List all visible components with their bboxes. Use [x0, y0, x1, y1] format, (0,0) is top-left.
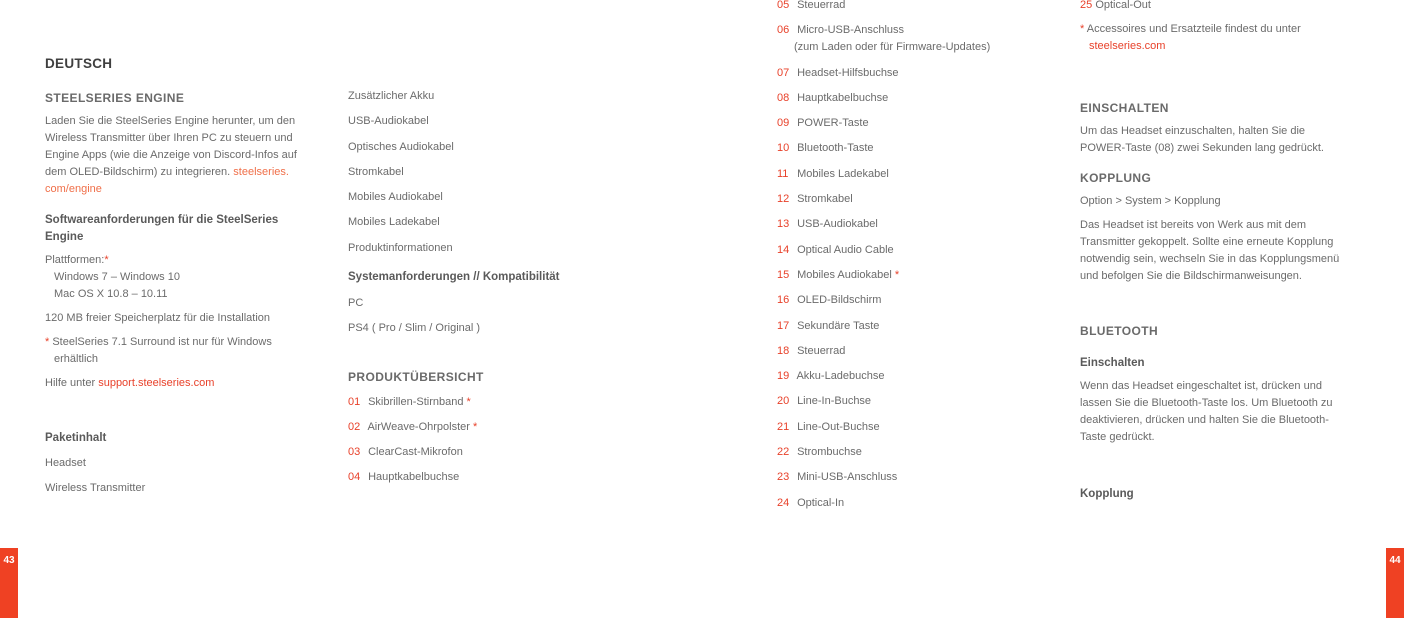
engine-text: Laden Sie die SteelSeries Engine herunter, um den Wireless Transmitter über Ihren PC zu steuern und Engine Apps (wie die Anzeige von Discord-Infos auf dem OLED-Bildschirm) zu integrieren. steelseries. com/engine	[45, 113, 325, 198]
package-item: Mobiles Ladekabel	[348, 216, 440, 229]
package-item: Optisches Audiokabel	[348, 140, 454, 153]
bluetooth-text: Wenn das Headset eingeschaltet ist, drücken und lassen Sie die Bluetooth-Taste los. Um Bluetooth zu deaktivieren, drücken und halten Sie die Bluetooth- Taste gedrückt.	[1080, 380, 1333, 443]
engine-link[interactable]: steelseries.	[233, 166, 289, 178]
bluetooth-heading: BLUETOOTH	[1080, 324, 1159, 338]
bluetooth-pairing-subheading: Kopplung	[1080, 488, 1134, 500]
overview-item: 06 Micro-USB-Anschluss (zum Laden oder für Firmware-Updates)	[777, 24, 991, 54]
package-heading: Paketinhalt	[45, 432, 107, 444]
storage-req: 120 MB freier Speicherplatz für die Installation	[45, 312, 271, 324]
overview-item: 20 Line-In-Buchse	[777, 395, 872, 408]
overview-item: 25 Optical-Out	[1080, 0, 1151, 11]
engine-link-cont[interactable]: com/engine	[45, 183, 102, 195]
compat-heading: Systemanforderungen // Kompatibilität	[348, 271, 560, 284]
package-item: Headset	[45, 457, 86, 469]
package-item: Wireless Transmitter	[45, 482, 146, 494]
package-item: Mobiles Audiokabel	[348, 191, 443, 204]
left-column-1	[45, 55, 325, 497]
engine-heading: STEELSERIES ENGINE	[45, 91, 185, 105]
right-column-1	[777, 0, 1047, 520]
help-line: Hilfe unter support.steelseries.com	[45, 377, 215, 389]
overview-item: 14 Optical Audio Cable	[777, 243, 894, 256]
overview-item: 11 Mobiles Ladekabel	[777, 167, 889, 180]
overview-item: 19 Akku-Ladebuchse	[777, 370, 885, 383]
bluetooth-on-subheading: Einschalten	[1080, 357, 1145, 369]
page-number-right: 44	[1386, 548, 1404, 618]
overview-item: 09 POWER-Taste	[777, 117, 869, 130]
pairing-path: Option > System > Kopplung	[1080, 195, 1221, 207]
os-mac: Mac OS X 10.8 – 10.11	[54, 288, 168, 300]
overview-item: 10 Bluetooth-Taste	[777, 142, 874, 155]
power-on-text: Um das Headset einzuschalten, halten Sie die POWER-Taste (08) zwei Sekunden lang gedrückt.	[1080, 125, 1324, 154]
overview-item: 18 Steuerrad	[777, 344, 846, 357]
overview-item: 17 Sekundäre Taste	[777, 319, 880, 332]
package-item: USB-Audiokabel	[348, 115, 429, 128]
software-req-heading: Softwareanforderungen für die SteelSeries Engine	[45, 214, 279, 243]
pairing-text: Das Headset ist bereits von Werk aus mit dem Transmitter gekoppelt. Sollte eine erneute Kopplung notwendig sein, wechseln Sie in das Kopplungsmenü und befolgen Sie die Bildschirmanweisungen.	[1080, 219, 1340, 282]
language-heading: DEUTSCH	[45, 56, 113, 71]
overview-item: 22 Strombuchse	[777, 446, 862, 459]
asterisk-mark: *	[45, 336, 50, 348]
package-item: Produktinformationen	[348, 241, 453, 254]
package-item: Zusätzlicher Akku	[348, 90, 435, 102]
overview-item: 12 Stromkabel	[777, 193, 853, 206]
asterisk-mark: *	[104, 254, 109, 266]
os-windows: Windows 7 – Windows 10	[54, 271, 180, 283]
platforms-block: Plattformen:* Windows 7 – Windows 10 Mac OS X 10.8 – 10.11	[45, 252, 325, 303]
right-column-2	[1080, 0, 1370, 503]
overview-heading: PRODUKTÜBERSICHT	[348, 370, 484, 385]
overview-item: 02 AirWeave-Ohrpolster *	[348, 421, 478, 434]
accessories-link[interactable]: steelseries.com	[1089, 40, 1166, 52]
overview-item: 16 OLED-Bildschirm	[777, 294, 882, 307]
package-item: Stromkabel	[348, 165, 404, 178]
overview-item: 05 Steuerrad	[777, 0, 846, 11]
accessories-note: * Accessoires und Ersatzteile findest du unter steelseries.com	[1080, 21, 1370, 55]
left-column-2	[348, 88, 608, 486]
asterisk-mark: *	[1080, 23, 1085, 35]
overview-item: 07 Headset-Hilfsbuchse	[777, 66, 899, 79]
overview-item: 15 Mobiles Audiokabel *	[777, 268, 900, 281]
overview-item: 01 Skibrillen-Stirnband *	[348, 396, 471, 409]
support-link[interactable]: support.steelseries.com	[98, 377, 215, 389]
overview-item: 13 USB-Audiokabel	[777, 218, 878, 231]
pairing-heading: KOPPLUNG	[1080, 171, 1152, 185]
overview-item: 23 Mini-USB-Anschluss	[777, 471, 898, 484]
overview-item: 24 Optical-In	[777, 496, 845, 509]
surround-note: * SteelSeries 7.1 Surround ist nur für Windows erhältlich	[45, 336, 272, 365]
overview-item: 08 Hauptkabelbuchse	[777, 91, 889, 104]
overview-item: 03 ClearCast-Mikrofon	[348, 446, 463, 459]
compat-item: PS4 ( Pro / Slim / Original )	[348, 322, 481, 335]
compat-item: PC	[348, 297, 364, 310]
overview-item: 21 Line-Out-Buchse	[777, 420, 880, 433]
power-on-heading: EINSCHALTEN	[1080, 101, 1169, 115]
page-number-left: 43	[0, 548, 18, 618]
overview-item: 04 Hauptkabelbuchse	[348, 471, 460, 484]
